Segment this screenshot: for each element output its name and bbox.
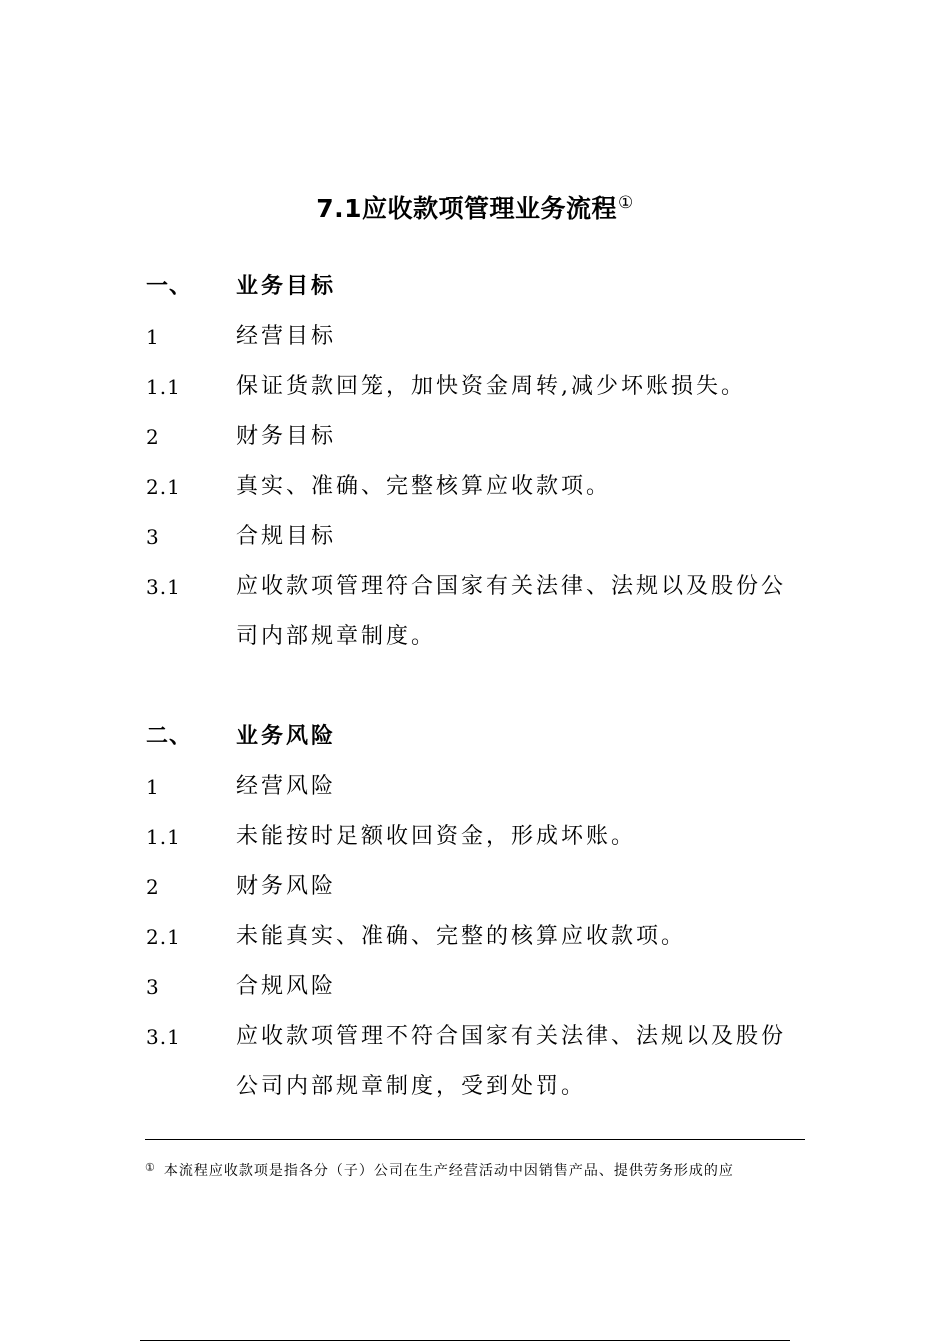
list-item xyxy=(146,762,826,812)
section-number: 一、 xyxy=(146,274,193,299)
item-number: 3.1 xyxy=(146,575,181,599)
item-text: 财务目标 xyxy=(236,424,337,449)
list-item xyxy=(146,1012,826,1062)
section-spacer xyxy=(146,662,826,712)
item-text: 保证货款回笼，加快资金周转,减少坏账损失。 xyxy=(236,374,746,399)
item-text: 经营目标 xyxy=(236,324,337,349)
list-item xyxy=(146,412,826,462)
item-number: 1.1 xyxy=(146,825,181,849)
item-text: 应收款项管理符合国家有关法律、法规以及股份公 xyxy=(236,574,787,599)
item-number: 1 xyxy=(146,325,160,349)
document-body xyxy=(146,262,826,1112)
page-bottom-divider xyxy=(140,1340,790,1341)
list-item xyxy=(146,912,826,962)
item-text: 应收款项管理不符合国家有关法律、法规以及股份 xyxy=(236,1024,787,1049)
item-text: 合规风险 xyxy=(236,974,337,999)
list-item xyxy=(146,462,826,512)
section-heading-risks xyxy=(146,712,826,762)
item-text: 财务风险 xyxy=(236,874,337,899)
item-text: 真实、准确、完整核算应收款项。 xyxy=(236,474,612,499)
page-title xyxy=(0,183,950,229)
footnote xyxy=(145,1158,825,1181)
list-item xyxy=(146,562,826,612)
item-text: 合规目标 xyxy=(236,524,337,549)
list-item xyxy=(146,962,826,1012)
item-number: 3 xyxy=(146,975,160,999)
item-number: 3.1 xyxy=(146,1025,181,1049)
list-item xyxy=(146,862,826,912)
item-number: 2.1 xyxy=(146,925,181,949)
item-number: 3 xyxy=(146,525,160,549)
item-text: 未能按时足额收回资金，形成坏账。 xyxy=(236,824,637,849)
item-text-continuation: 公司内部规章制度，受到处罚。 xyxy=(236,1074,587,1099)
list-item xyxy=(146,512,826,562)
item-number-spacer xyxy=(146,612,236,662)
item-number: 2 xyxy=(146,425,160,449)
item-number: 1 xyxy=(146,775,160,799)
section-number: 二、 xyxy=(146,724,193,749)
footnote-reference-mark: ① xyxy=(618,192,634,213)
page-title-text: 7.1应收款项管理业务流程 xyxy=(316,193,618,223)
list-item-continuation xyxy=(146,1062,826,1112)
list-item xyxy=(146,812,826,862)
item-text: 经营风险 xyxy=(236,774,337,799)
footnote-text: 本流程应收款项是指各分（子）公司在生产经营活动中因销售产品、提供劳务形成的应 xyxy=(163,1163,734,1179)
section-heading-objectives xyxy=(146,262,826,312)
footnote-mark: ① xyxy=(145,1161,156,1174)
item-text-continuation: 司内部规章制度。 xyxy=(236,624,437,649)
list-item xyxy=(146,312,826,362)
item-number-spacer xyxy=(146,1062,236,1112)
list-item xyxy=(146,362,826,412)
footnote-divider xyxy=(145,1139,805,1140)
item-number: 1.1 xyxy=(146,375,181,399)
item-text: 未能真实、准确、完整的核算应收款项。 xyxy=(236,924,687,949)
section-title: 业务目标 xyxy=(236,274,337,299)
list-item-continuation xyxy=(146,612,826,662)
item-number: 2.1 xyxy=(146,475,181,499)
item-number: 2 xyxy=(146,875,160,899)
section-title: 业务风险 xyxy=(236,724,337,749)
